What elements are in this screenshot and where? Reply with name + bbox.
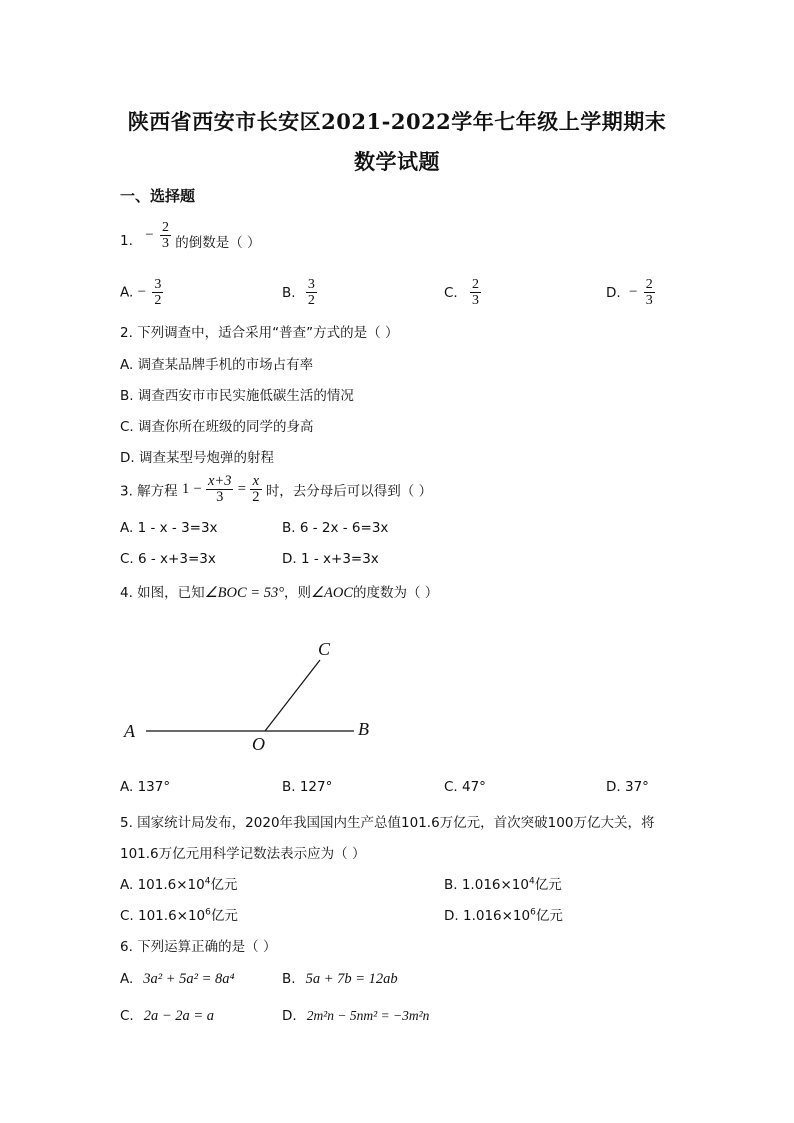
question-5-line-2: 101.6万亿元用科学记数法表示应为（ ）: [120, 846, 366, 862]
section-heading: 一、选择题: [120, 187, 196, 205]
exam-subject: 数学试题: [354, 149, 440, 174]
question-1: [120, 220, 261, 251]
q5-option-c: C. $101.6\times 10^6$亿元: [120, 907, 238, 924]
q5-option-d: D. $1.016\times 10^6$亿元: [444, 907, 563, 924]
q2-option-c: C. 调查你所在班级的同学的身高: [120, 419, 314, 435]
q6-option-a: A. 3a² + 5a² = 8a⁴: [120, 971, 235, 987]
ray-oc: [265, 660, 320, 731]
question-1-number: 1.: [120, 233, 133, 249]
question-1-text: 的倒数是（ ）: [175, 235, 261, 251]
label-b: B: [358, 719, 369, 739]
exam-title: 陕西省西安市长安区2021-2022学年七年级上学期期末: [127, 109, 667, 134]
q4-option-b: B. 127°: [282, 779, 333, 795]
angle-figure: [118, 628, 388, 758]
q3-option-d: D. 1 - x+3=3x: [282, 551, 379, 567]
question-4: 4. 如图，已知∠BOC = 53°，则∠AOC的度数为（ ）: [120, 585, 439, 601]
q4-option-a: A. 137°: [120, 779, 171, 795]
question-5-line-1: 5. 国家统计局发布，2020年我国国内生产总值101.6万亿元，首次突破100万亿大关，将: [120, 815, 655, 831]
q4-option-c: C. 47°: [444, 779, 486, 795]
q1-option-b: B. $\frac{3}{2}$: [282, 277, 315, 308]
q2-option-b: B. 调查西安市市民实施低碳生活的情况: [120, 388, 354, 404]
q3-option-a: A. 1 - x - 3=3x: [120, 520, 218, 536]
q4-option-d: D. 37°: [606, 779, 649, 795]
question-3-fraction-2: $\frac{x}{2}$: [252, 473, 260, 505]
q2-option-a: A. 调查某品牌手机的市场占有率: [120, 357, 314, 373]
q1-option-c: C. $\frac{2}{3}$: [444, 277, 480, 308]
question-6: 6. 下列运算正确的是（ ）: [120, 939, 277, 955]
label-c: C: [318, 639, 331, 659]
q1-option-a: A. − $\frac{3}{2}$: [120, 277, 162, 308]
question-3-fraction-1: $\frac{x+3}{3}$: [208, 473, 232, 505]
label-a: A: [124, 721, 135, 741]
question-3: 3. 解方程 1 − $\frac{x+3}{3}$ = $\frac{x}{2}$ 时，去分母后可以得到（ ）: [120, 473, 433, 505]
q6-option-b: B. 5a + 7b = 12ab: [282, 971, 398, 987]
q3-option-b: B. 6 - 2x - 6=3x: [282, 520, 389, 536]
q3-option-c: C. 6 - x+3=3x: [120, 551, 216, 567]
q6-option-d: D. 2m²n − 5nm² = −3m²n: [282, 1008, 430, 1024]
minus-sign: −: [145, 227, 154, 243]
q2-option-d: D. 调查某型号炮弹的射程: [120, 450, 274, 466]
q5-option-b: B. $1.016\times 10^4$亿元: [444, 876, 562, 893]
question-2: 2. 下列调查中，适合采用“普查”方式的是（ ）: [120, 325, 399, 341]
question-1-fraction: $\frac{2}{3}$: [161, 220, 169, 251]
q1-option-d: D. − $\frac{2}{3}$: [606, 277, 653, 308]
q5-option-a: A. $101.6\times 10^4$亿元: [120, 876, 238, 893]
label-o: O: [252, 734, 265, 754]
q6-option-c: C. 2a − 2a = a: [120, 1008, 215, 1024]
